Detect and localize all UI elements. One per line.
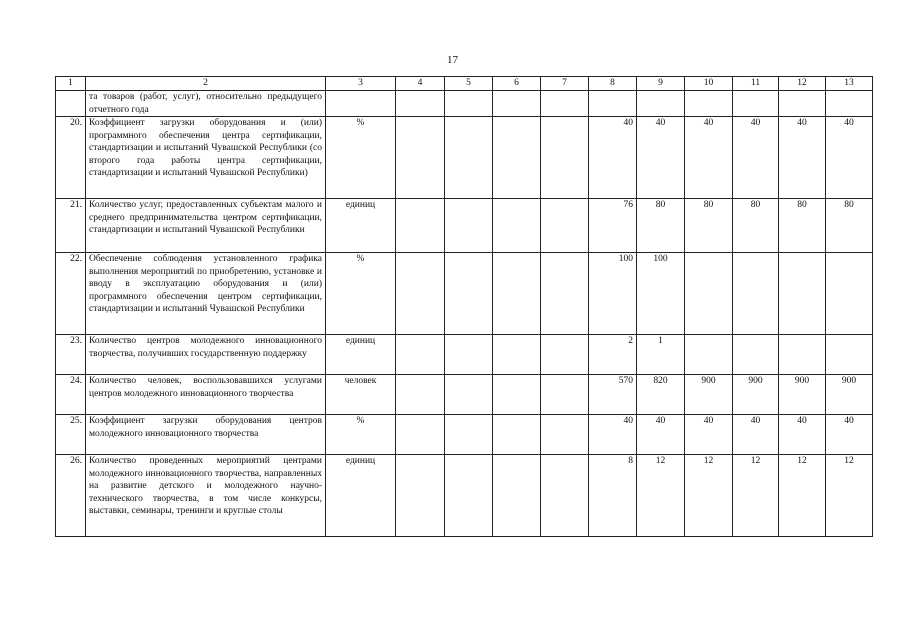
column-header: 1 bbox=[56, 77, 86, 91]
value-cell: 12 bbox=[779, 455, 826, 537]
value-cell: 12 bbox=[826, 455, 873, 537]
value-cell: 40 bbox=[685, 117, 733, 199]
value-cell: 40 bbox=[637, 117, 685, 199]
column-header: 6 bbox=[493, 77, 541, 91]
indicator-name: Обеспечение соблюдения установленного графика выполнения мероприятий по приобретению, установке и вводу в эксплуатацию оборудования и (или) программного обеспечения центром сертификации, стандартизации и испытаний Чувашской Республики bbox=[86, 253, 326, 335]
value-cell: 40 bbox=[779, 117, 826, 199]
value-cell bbox=[541, 117, 589, 199]
value-cell: 900 bbox=[779, 375, 826, 415]
value-cell: 40 bbox=[637, 415, 685, 455]
value-cell: 40 bbox=[685, 415, 733, 455]
value-cell bbox=[396, 91, 445, 117]
column-header: 4 bbox=[396, 77, 445, 91]
value-cell: 40 bbox=[733, 117, 779, 199]
table-row bbox=[56, 91, 873, 117]
value-cell: 40 bbox=[589, 117, 637, 199]
indicator-name: Коэффициент загрузки оборудования центров молодежного инновационного творчества bbox=[86, 415, 326, 455]
value-cell bbox=[493, 375, 541, 415]
value-cell: 100 bbox=[637, 253, 685, 335]
value-cell bbox=[493, 415, 541, 455]
value-cell bbox=[493, 91, 541, 117]
column-header: 5 bbox=[445, 77, 493, 91]
value-cell bbox=[541, 375, 589, 415]
value-cell bbox=[541, 455, 589, 537]
unit-of-measure: % bbox=[326, 253, 396, 335]
value-cell bbox=[493, 335, 541, 375]
row-number bbox=[56, 91, 86, 117]
value-cell bbox=[826, 335, 873, 375]
value-cell: 100 bbox=[589, 253, 637, 335]
value-cell: 2 bbox=[589, 335, 637, 375]
value-cell: 900 bbox=[733, 375, 779, 415]
indicator-name: Количество услуг, предоставленных субъектам малого и среднего предпринимательства центром сертификации, стандартизации и испытаний Чувашской Республики bbox=[86, 199, 326, 253]
value-cell bbox=[733, 335, 779, 375]
value-cell bbox=[685, 91, 733, 117]
value-cell bbox=[493, 253, 541, 335]
indicator-name: Количество проведенных мероприятий центрами молодежного инновационного творчества, направленных на развитие детского и молодежного научно-технического творчества, в том числе конкурсы, выставки, семинары, тренинги и круглые столы bbox=[86, 455, 326, 537]
value-cell bbox=[541, 335, 589, 375]
value-cell bbox=[396, 335, 445, 375]
table-row bbox=[56, 455, 873, 537]
value-cell bbox=[637, 91, 685, 117]
column-header: 12 bbox=[779, 77, 826, 91]
value-cell bbox=[445, 335, 493, 375]
row-number: 25. bbox=[56, 415, 86, 455]
value-cell bbox=[541, 91, 589, 117]
value-cell bbox=[445, 199, 493, 253]
value-cell: 40 bbox=[589, 415, 637, 455]
value-cell bbox=[396, 117, 445, 199]
value-cell bbox=[733, 91, 779, 117]
value-cell bbox=[396, 455, 445, 537]
value-cell: 900 bbox=[826, 375, 873, 415]
row-number: 26. bbox=[56, 455, 86, 537]
row-number: 20. bbox=[56, 117, 86, 199]
column-header: 3 bbox=[326, 77, 396, 91]
value-cell: 76 bbox=[589, 199, 637, 253]
column-header: 7 bbox=[541, 77, 589, 91]
column-header: 8 bbox=[589, 77, 637, 91]
value-cell bbox=[826, 253, 873, 335]
row-number: 22. bbox=[56, 253, 86, 335]
column-header: 10 bbox=[685, 77, 733, 91]
row-number: 21. bbox=[56, 199, 86, 253]
value-cell: 80 bbox=[733, 199, 779, 253]
unit-of-measure: единиц bbox=[326, 199, 396, 253]
value-cell bbox=[493, 199, 541, 253]
value-cell bbox=[493, 455, 541, 537]
indicator-name: Коэффициент загрузки оборудования и (или) программного обеспечения центра сертификации, стандартизации и испытаний Чувашской Республики (со второго года работы центра сертификации, стандартизации и испытаний Чувашской Республики) bbox=[86, 117, 326, 199]
table-row bbox=[56, 117, 873, 199]
value-cell bbox=[733, 253, 779, 335]
value-cell bbox=[685, 335, 733, 375]
value-cell: 80 bbox=[826, 199, 873, 253]
page-number: 17 bbox=[447, 54, 458, 66]
value-cell: 12 bbox=[685, 455, 733, 537]
row-number: 24. bbox=[56, 375, 86, 415]
table-row bbox=[56, 335, 873, 375]
unit-of-measure: единиц bbox=[326, 455, 396, 537]
unit-of-measure: единиц bbox=[326, 335, 396, 375]
value-cell bbox=[396, 375, 445, 415]
value-cell bbox=[541, 253, 589, 335]
unit-of-measure: % bbox=[326, 117, 396, 199]
value-cell bbox=[541, 415, 589, 455]
value-cell bbox=[779, 253, 826, 335]
value-cell: 820 bbox=[637, 375, 685, 415]
value-cell: 40 bbox=[826, 415, 873, 455]
table-row bbox=[56, 253, 873, 335]
value-cell: 80 bbox=[637, 199, 685, 253]
value-cell bbox=[541, 199, 589, 253]
table-row bbox=[56, 199, 873, 253]
indicators-table bbox=[55, 76, 873, 537]
value-cell bbox=[445, 455, 493, 537]
value-cell bbox=[445, 117, 493, 199]
value-cell: 1 bbox=[637, 335, 685, 375]
value-cell bbox=[396, 415, 445, 455]
value-cell bbox=[779, 335, 826, 375]
value-cell bbox=[445, 91, 493, 117]
table-header-row bbox=[56, 77, 873, 91]
value-cell bbox=[493, 117, 541, 199]
table-row bbox=[56, 375, 873, 415]
value-cell: 40 bbox=[733, 415, 779, 455]
value-cell bbox=[589, 91, 637, 117]
value-cell bbox=[445, 375, 493, 415]
value-cell: 40 bbox=[826, 117, 873, 199]
column-header: 2 bbox=[86, 77, 326, 91]
value-cell bbox=[445, 415, 493, 455]
unit-of-measure: % bbox=[326, 415, 396, 455]
row-number: 23. bbox=[56, 335, 86, 375]
indicator-name: Количество человек, воспользовавшихся услугами центров молодежного инновационного творчества bbox=[86, 375, 326, 415]
value-cell bbox=[779, 91, 826, 117]
value-cell bbox=[445, 253, 493, 335]
value-cell: 570 bbox=[589, 375, 637, 415]
value-cell bbox=[396, 199, 445, 253]
column-header: 9 bbox=[637, 77, 685, 91]
column-header: 11 bbox=[733, 77, 779, 91]
table-row bbox=[56, 415, 873, 455]
value-cell: 12 bbox=[733, 455, 779, 537]
value-cell bbox=[685, 253, 733, 335]
value-cell: 80 bbox=[685, 199, 733, 253]
unit-of-measure bbox=[326, 91, 396, 117]
value-cell: 80 bbox=[779, 199, 826, 253]
unit-of-measure: человек bbox=[326, 375, 396, 415]
value-cell bbox=[396, 253, 445, 335]
value-cell bbox=[826, 91, 873, 117]
indicator-name: та товаров (работ, услуг), относительно предыдущего отчетного года bbox=[86, 91, 326, 117]
indicator-name: Количество центров молодежного инновационного творчества, получивших государственную поддержку bbox=[86, 335, 326, 375]
column-header: 13 bbox=[826, 77, 873, 91]
value-cell: 900 bbox=[685, 375, 733, 415]
value-cell: 12 bbox=[637, 455, 685, 537]
value-cell: 40 bbox=[779, 415, 826, 455]
value-cell: 8 bbox=[589, 455, 637, 537]
